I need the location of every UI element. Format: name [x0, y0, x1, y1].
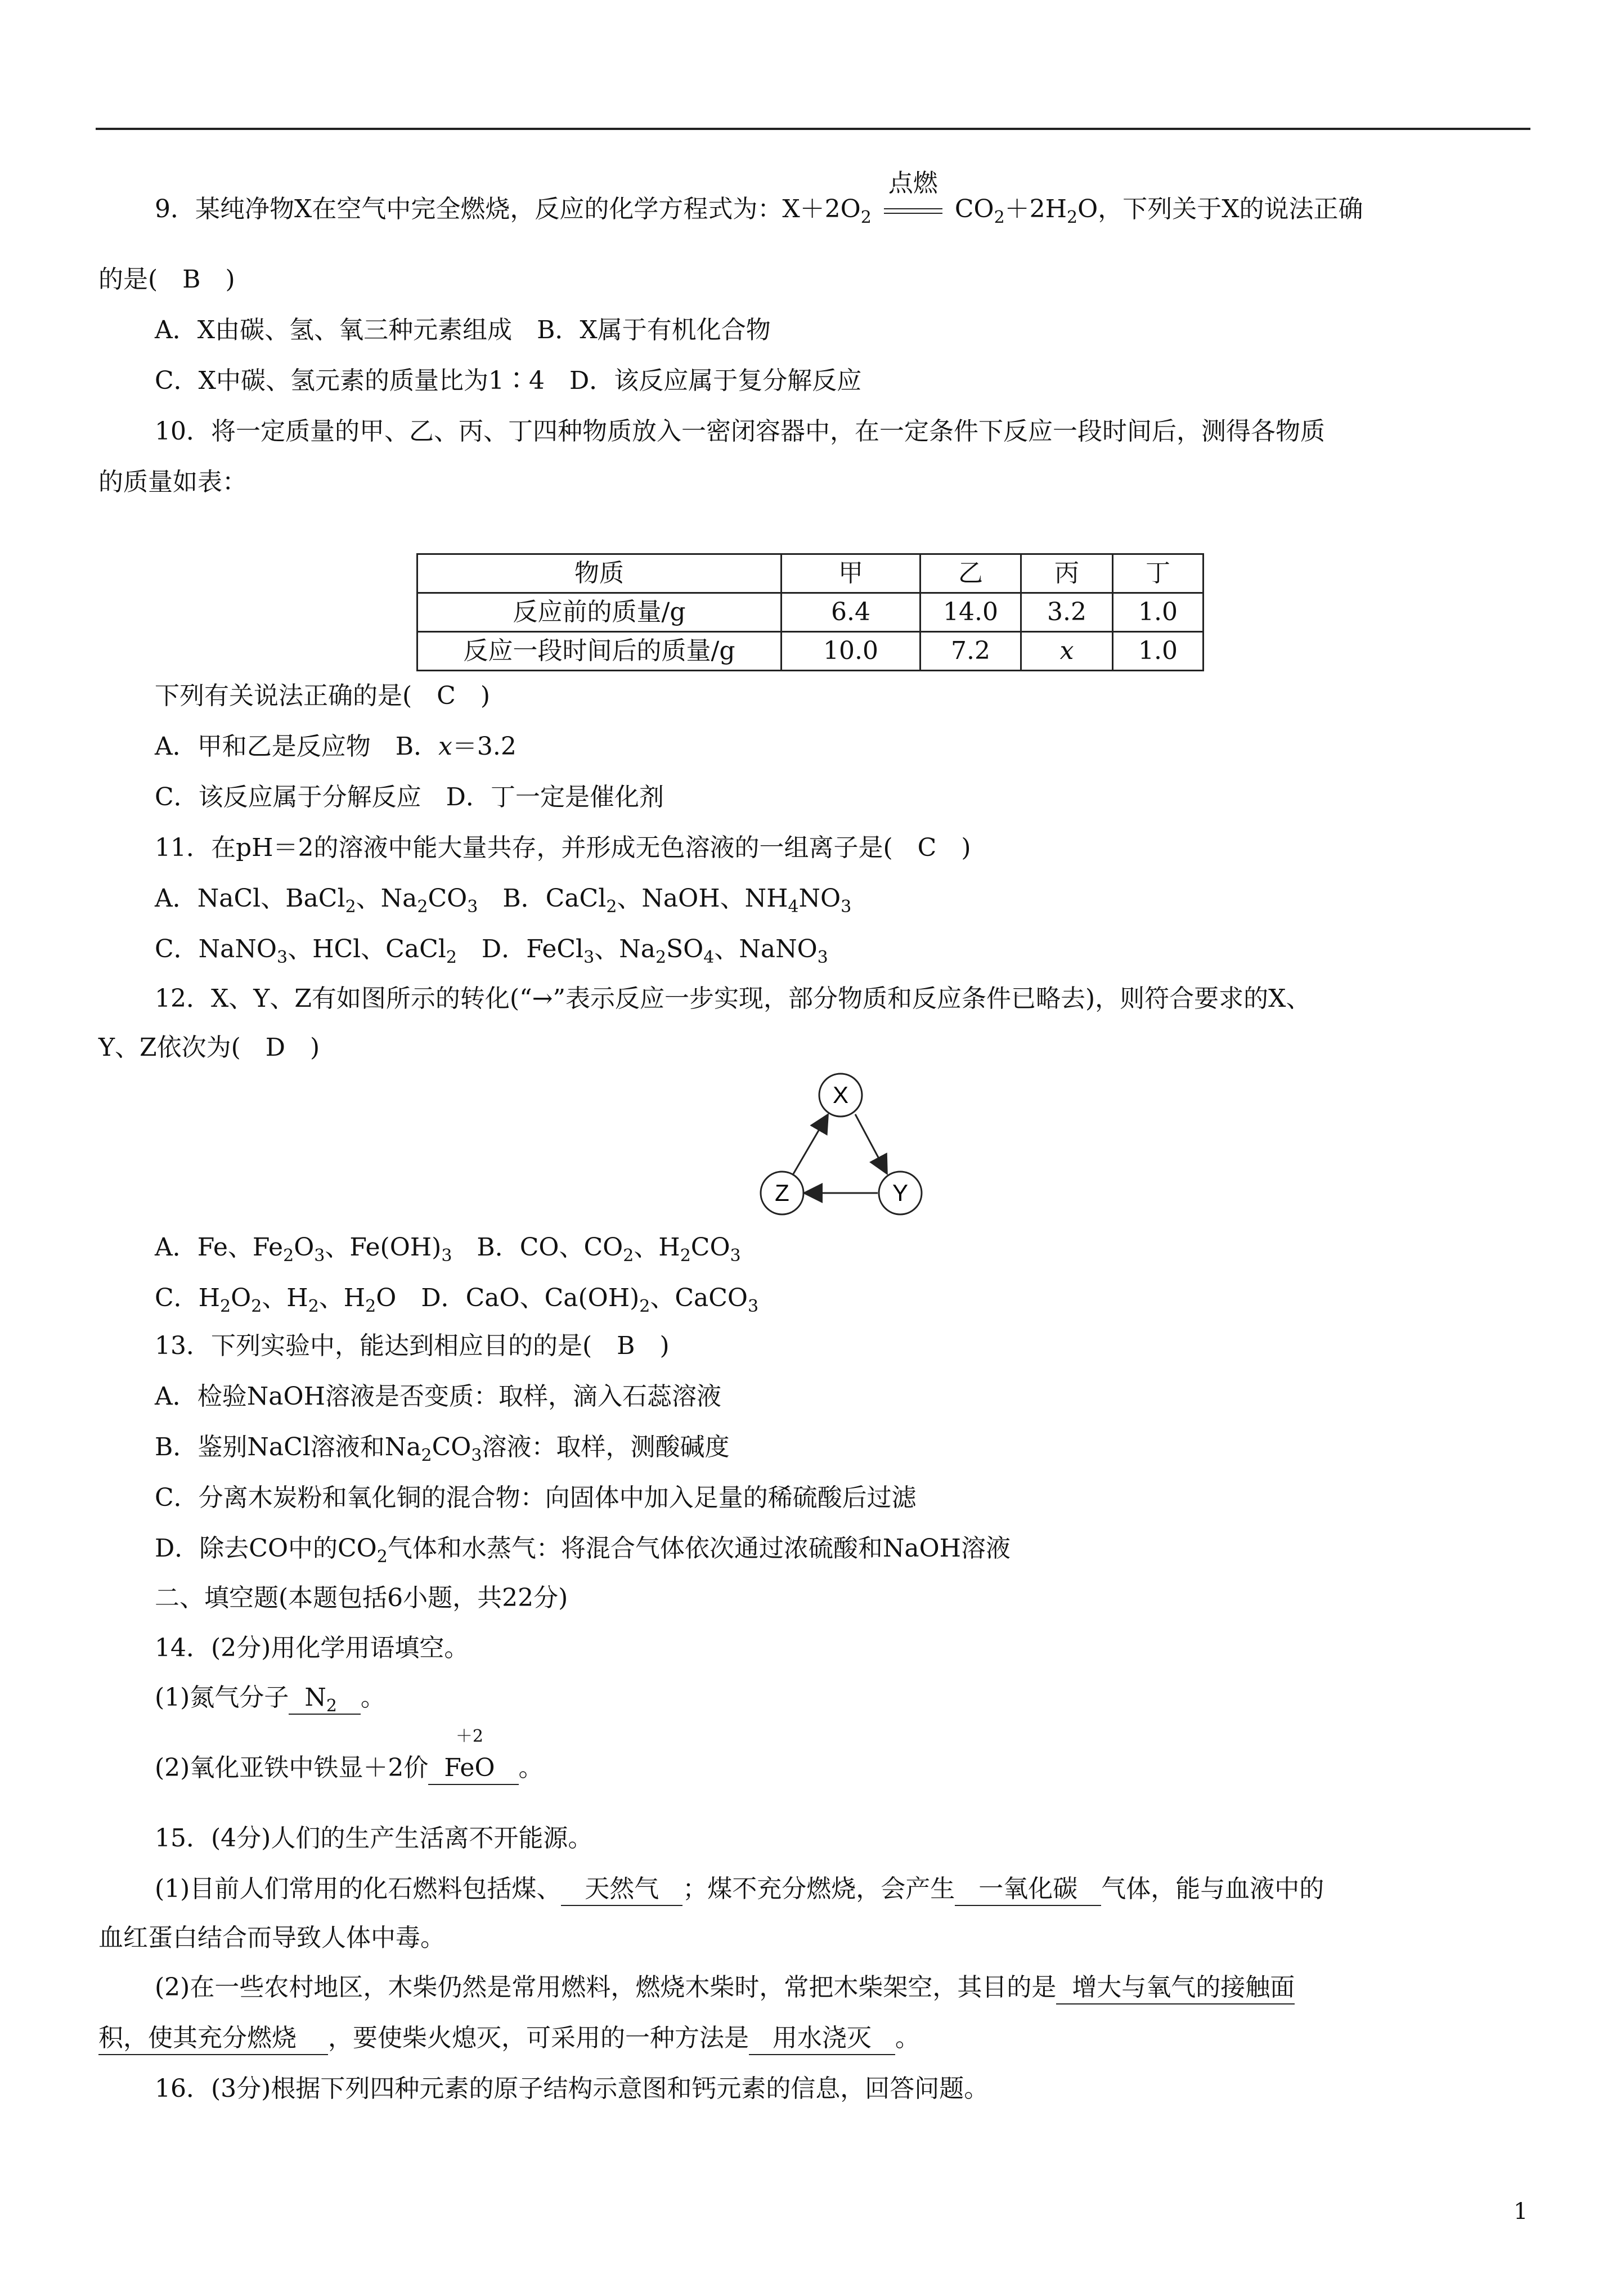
q11-options-ab: A．NaCl、BaCl$_2$、$Na_2CO_3$ B．CaCl$_2$、NaOH、$NH_4NO_3$ [155, 884, 852, 917]
q10-line1: 10．将一定质量的甲、乙、丙、丁四种物质放入一密闭容器中，在一定条件下反应一段时间后，测得各物质 [155, 417, 1325, 446]
table-cell: 14.0 [920, 593, 1021, 632]
table-cell: 10.0 [782, 632, 920, 671]
q15-part1-line1: (1)目前人们常用的化石燃料包括煤、 天然气 ；煤不充分燃烧，会产生 一氧化碳 气体，能与血液中的 [155, 1871, 1324, 1907]
table-cell: x [1021, 632, 1113, 671]
q11-options-cd: C．NaNO$_3$、HCl、CaCl$_2$ D．FeCl$_3$、$Na_2SO_4$、NaNO$_3$ [155, 935, 828, 967]
q9-line2: 的是( B ) [98, 265, 235, 294]
mass-table [416, 553, 1204, 671]
answer-blank: $N_2$ [289, 1682, 361, 1715]
q10-options-cd: C．该反应属于分解反应 D．丁一定是催化剂 [155, 783, 664, 811]
q9-line1: 9．某纯净物X在空气中完全燃烧，反应的化学方程式为：$X+2O_2$ 点燃 $CO_2+2H_2O$，下列关于X的说法正确 [155, 169, 1363, 227]
answer-blank: 用水浇灭 [749, 2023, 895, 2055]
q12-line2: Y、Z依次为( D ) [98, 1033, 320, 1062]
table-row [417, 554, 1204, 593]
xyz-conversion-diagram [748, 1058, 940, 1244]
q14-part1: (1)氮气分子 $N_2$ 。 [155, 1683, 385, 1716]
q15-line1: 15．(4分)人们的生产生活离不开能源。 [155, 1824, 593, 1853]
q10-prompt: 下列有关说法正确的是( C ) [155, 681, 490, 710]
q15-part2-line2: 积，使其充分燃烧 ，要使柴火熄灭，可采用的一种方法是 用水浇灭 。 [98, 2020, 920, 2056]
reaction-condition: 点燃 [879, 191, 947, 227]
answer-blank: 增大与氧气的接触面 [1056, 1972, 1295, 2004]
table-row [417, 632, 1204, 671]
q15-part2-line1: (2)在一些农村地区，木柴仍然是常用燃料，燃烧木柴时，常把木柴架空，其目的是 增大与氧气的接触面 [155, 1970, 1295, 2006]
section-heading: 二、填空题(本题包括6小题，共22分) [155, 1584, 568, 1612]
q13-option-d: D．除去CO中的$CO_2$气体和水蒸气：将混合气体依次通过浓硫酸和NaOH溶液 [155, 1534, 1011, 1567]
table-cell: 3.2 [1021, 593, 1113, 632]
table-cell: 乙 [920, 554, 1021, 593]
arrow-x-to-y [855, 1114, 886, 1172]
table-cell: 反应一段时间后的质量/g [417, 632, 782, 671]
node-z-label: Z [775, 1180, 789, 1206]
table-cell: 丁 [1113, 554, 1204, 593]
page-number: 1 [1514, 2199, 1528, 2225]
q13-option-b: B．鉴别NaCl溶液和$Na_2CO_3$溶液：取样，测酸碱度 [155, 1433, 730, 1465]
q13-option-a: A．检验NaOH溶液是否变质：取样，滴入石蕊溶液 [155, 1382, 721, 1411]
q13-line1: 13．下列实验中，能达到相应目的的是( B ) [155, 1331, 670, 1360]
table-cell: 6.4 [782, 593, 920, 632]
arrow-z-to-x [793, 1116, 827, 1174]
answer-blank: ＋2 FeO [428, 1752, 518, 1785]
table-row [417, 593, 1204, 632]
q9-options-ab: A．X由碳、氢、氧三种元素组成 B．X属于有机化合物 [155, 316, 771, 344]
table-cell: 物质 [417, 554, 782, 593]
answer-blank: 一氧化碳 [955, 1873, 1101, 1906]
q11-line1: 11．在pH＝2的溶液中能大量共存，并形成无色溶液的一组离子是( C ) [155, 833, 971, 862]
node-x-label: X [832, 1082, 849, 1108]
q10-options-ab: A．甲和乙是反应物 B．x＝3.2 [155, 732, 517, 761]
table-cell: 反应前的质量/g [417, 593, 782, 632]
q14-line1: 14．(2分)用化学用语填空。 [155, 1634, 469, 1662]
q14-part2: (2)氧化亚铁中铁显＋2价 ＋2 FeO 。 [155, 1750, 544, 1786]
q9-options-cd: C．X中碳、氢元素的质量比为1∶4 D．该反应属于复分解反应 [155, 366, 862, 395]
answer-blank: 天然气 [561, 1873, 682, 1906]
table-cell: 1.0 [1113, 593, 1204, 632]
node-y-label: Y [892, 1180, 909, 1206]
q16-line1: 16．(3分)根据下列四种元素的原子结构示意图和钙元素的信息，回答问题。 [155, 2074, 989, 2103]
q12-line1: 12．X、Y、Z有如图所示的转化(“→”表示反应一步实现，部分物质和反应条件已略去)，则符合要求的X、 [155, 984, 1311, 1013]
header-rule [96, 128, 1530, 130]
q13-option-c: C．分离木炭粉和氧化铜的混合物：向固体中加入足量的稀硫酸后过滤 [155, 1483, 917, 1512]
table-cell: 甲 [782, 554, 920, 593]
table-cell: 7.2 [920, 632, 1021, 671]
q15-part1-line2: 血红蛋白结合而导致人体中毒。 [98, 1923, 445, 1952]
answer-blank: 积，使其充分燃烧 [98, 2023, 328, 2055]
table-cell: 丙 [1021, 554, 1113, 593]
q10-line2: 的质量如表： [98, 468, 247, 496]
q12-options-ab: A．Fe、$Fe_2O_3$、$Fe(OH)_3$ B．CO、$CO_2$、$H_2CO_3$ [155, 1233, 741, 1266]
table-cell: 1.0 [1113, 632, 1204, 671]
q12-options-cd: C．$H_2O_2$、$H_2$、$H_2O$ D．CaO、$Ca(OH)_2$、CaCO$_3$ [155, 1284, 759, 1316]
